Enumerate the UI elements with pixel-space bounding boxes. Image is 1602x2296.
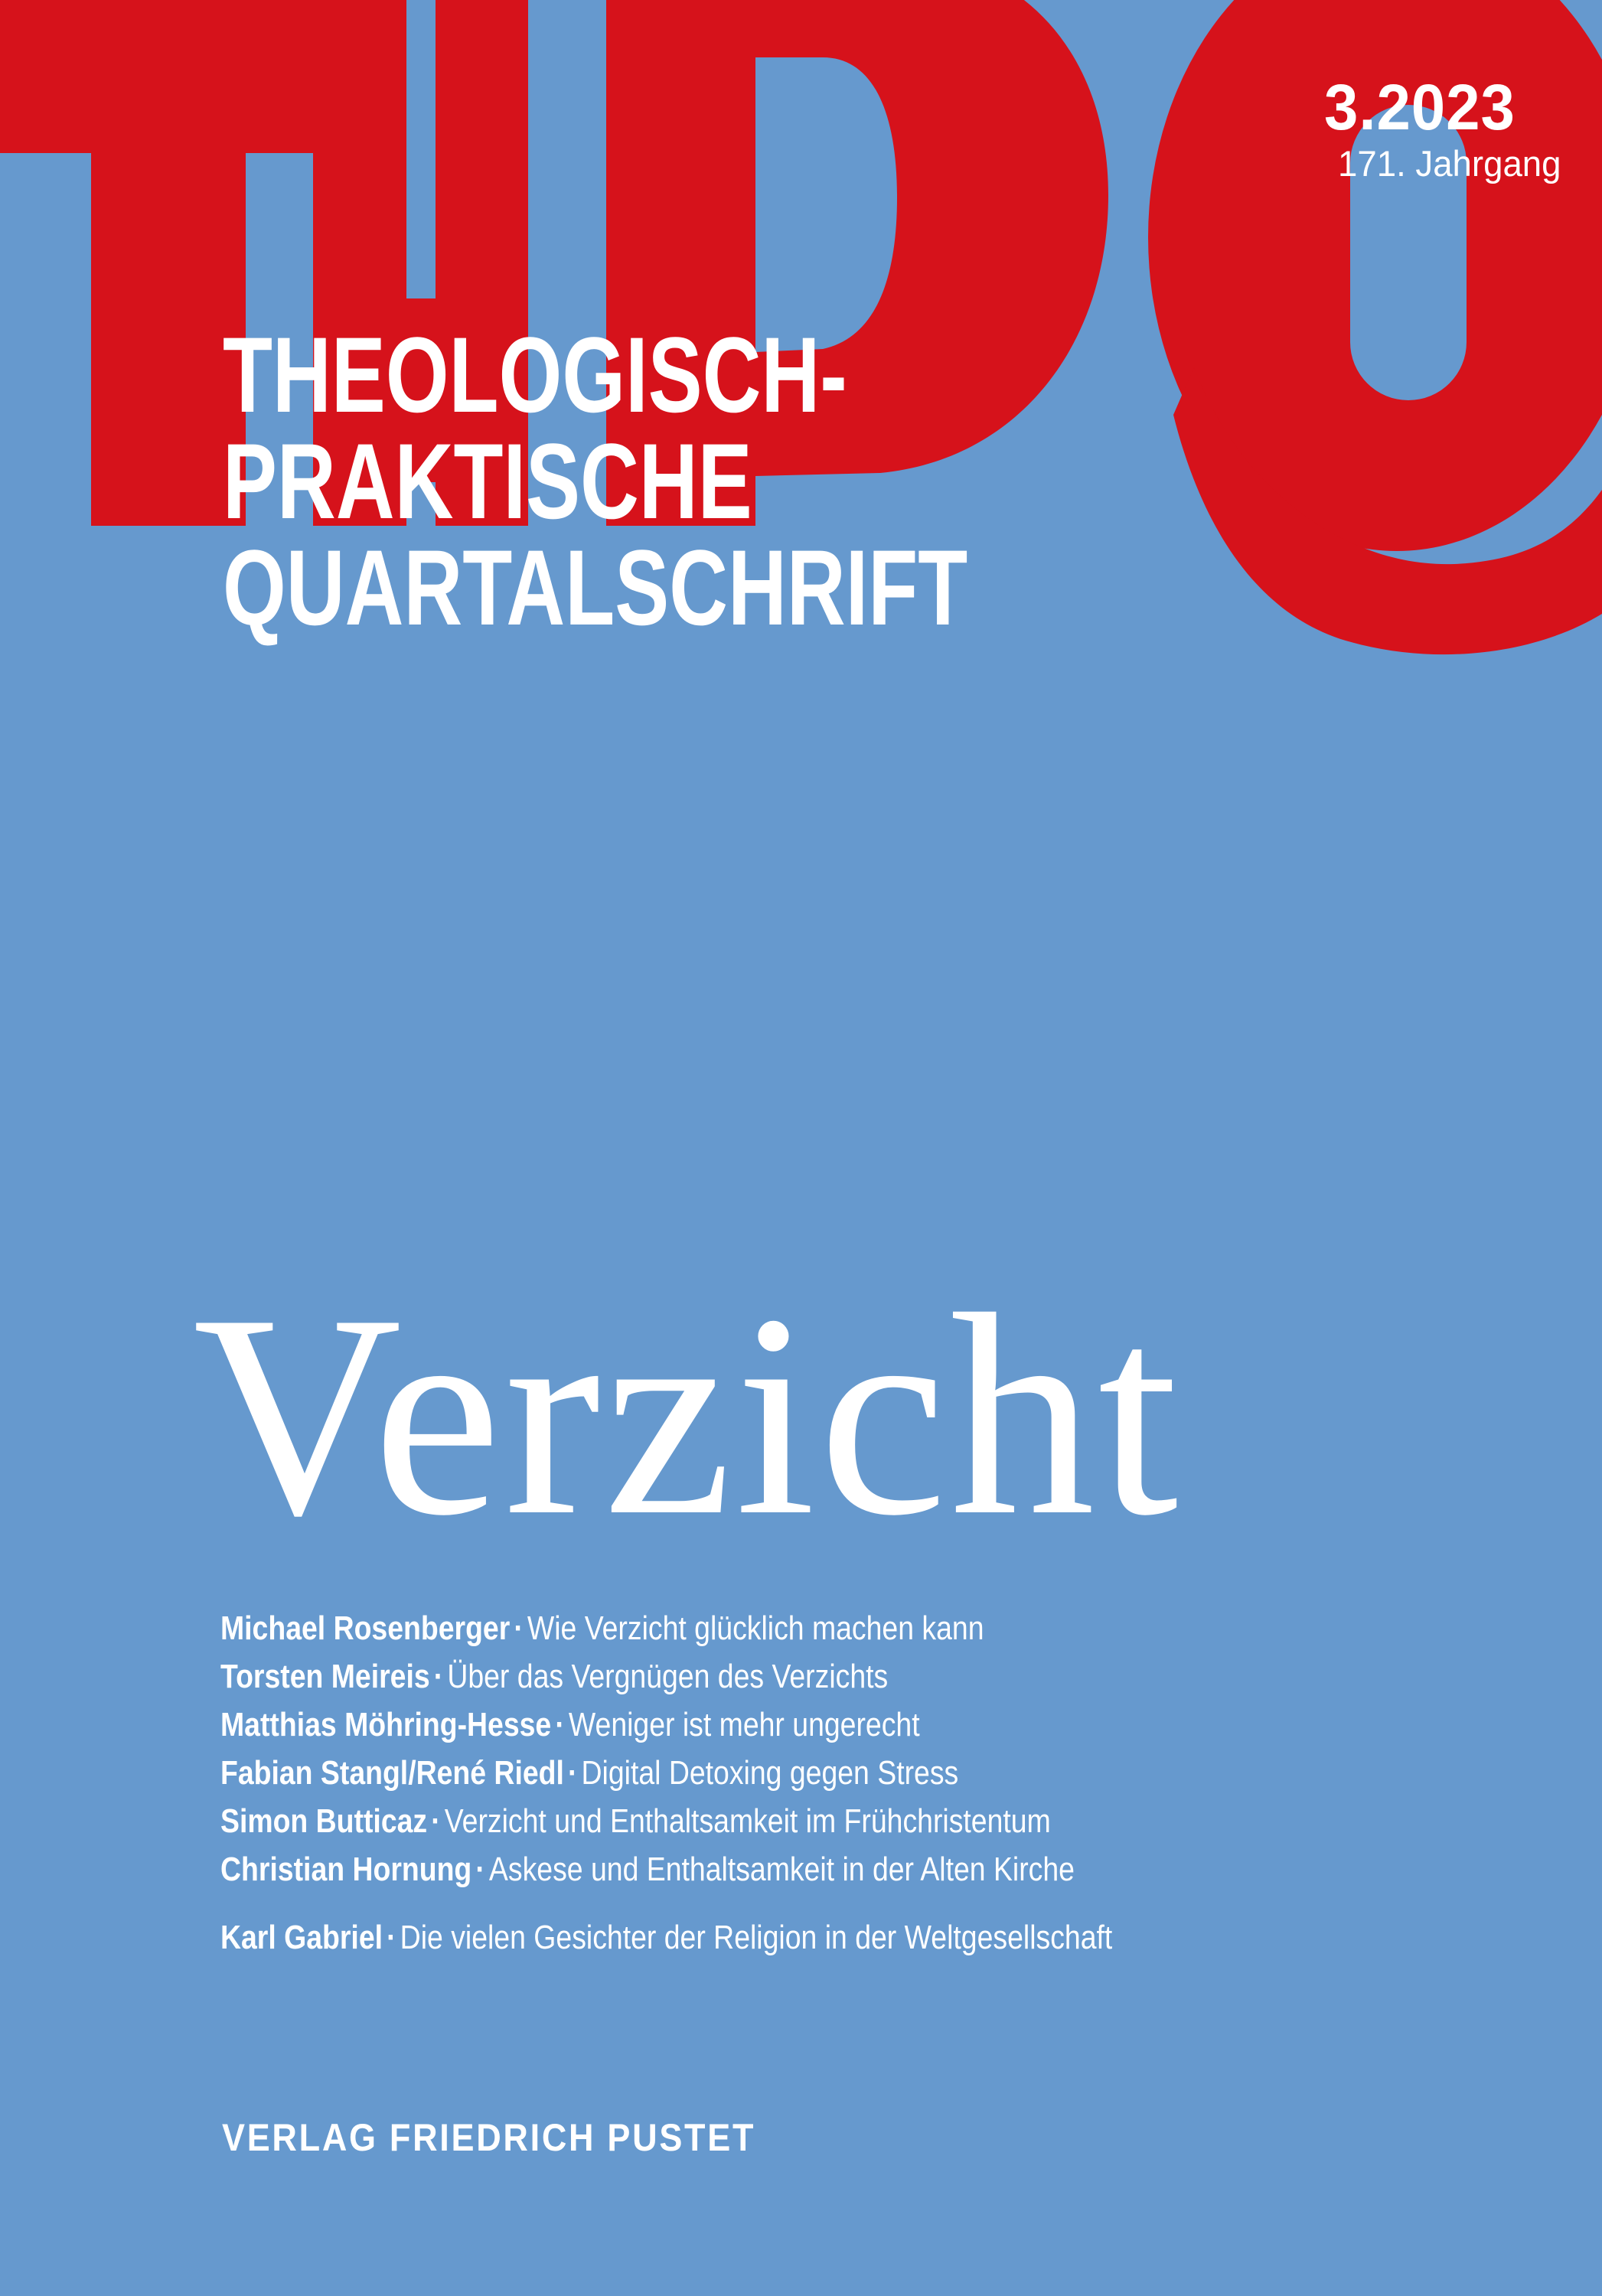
issue-volume: 171. Jahrgang bbox=[1338, 143, 1561, 184]
feature-article-title: Die vielen Gesichter der Religion in der Weltgesellschaft bbox=[400, 1919, 1113, 1956]
article-row bbox=[220, 1604, 1075, 1652]
article-title: Digital Detoxing gegen Stress bbox=[581, 1754, 959, 1792]
article-title: Askese und Enthaltsamkeit in der Alten Kirche bbox=[488, 1851, 1075, 1888]
article-separator: · bbox=[431, 1802, 441, 1840]
article-separator: · bbox=[387, 1919, 396, 1956]
article-title: Über das Vergnügen des Verzichts bbox=[447, 1658, 889, 1695]
feature-article-row bbox=[220, 1913, 1112, 1962]
article-row bbox=[220, 1652, 1075, 1701]
article-separator: · bbox=[567, 1754, 578, 1792]
article-author: Michael Rosenberger bbox=[220, 1609, 511, 1647]
article-row bbox=[220, 1701, 1075, 1749]
article-title: Verzicht und Enthaltsamkeit im Frühchristentum bbox=[444, 1802, 1051, 1840]
article-separator: · bbox=[555, 1706, 565, 1743]
article-author: Torsten Meireis bbox=[220, 1658, 430, 1695]
subtitle-line-3: QUARTALSCHRIFT bbox=[223, 527, 968, 647]
article-title: Weniger ist mehr ungerecht bbox=[568, 1706, 920, 1743]
article-row bbox=[220, 1845, 1075, 1893]
publisher-name: VERLAG FRIEDRICH PUSTET bbox=[222, 2116, 756, 2159]
article-separator: · bbox=[514, 1609, 524, 1647]
issue-number: 3.2023 bbox=[1324, 71, 1516, 143]
magazine-subtitle bbox=[223, 315, 968, 647]
article-author: Simon Butticaz bbox=[220, 1802, 428, 1840]
article-list bbox=[220, 1604, 1075, 1893]
article-row bbox=[220, 1797, 1075, 1845]
article-row bbox=[220, 1749, 1075, 1797]
article-separator: · bbox=[475, 1851, 485, 1888]
article-separator: · bbox=[433, 1658, 444, 1695]
subtitle-line-2: PRAKTISCHE bbox=[223, 421, 752, 541]
subtitle-line-1: THEOLOGISCH- bbox=[223, 315, 847, 435]
article-author: Christian Hornung bbox=[220, 1851, 472, 1888]
article-title: Wie Verzicht glücklich machen kann bbox=[527, 1609, 984, 1647]
article-author: Fabian Stangl/René Riedl bbox=[220, 1754, 564, 1792]
article-author: Matthias Möhring-Hesse bbox=[220, 1706, 552, 1743]
theme-title: Verzicht bbox=[193, 1254, 1182, 1575]
feature-article-author: Karl Gabriel bbox=[220, 1919, 383, 1956]
